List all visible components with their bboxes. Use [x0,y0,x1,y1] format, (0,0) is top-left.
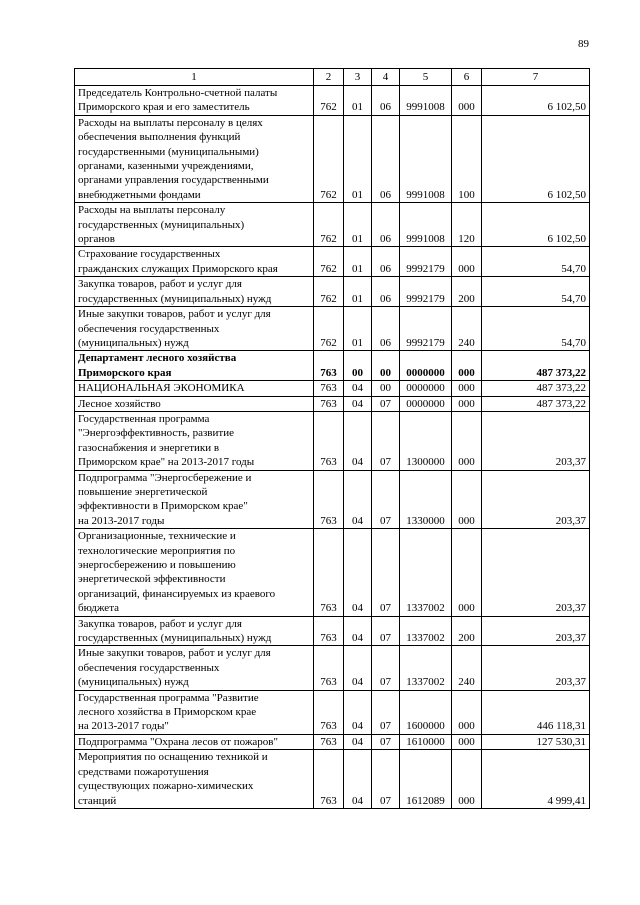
table-row [75,307,590,351]
ved-code-cell: 763 [314,351,344,381]
subsection-code-cell: 07 [372,690,400,734]
column-header-4: 4 [372,69,400,86]
subsection-code-cell: 07 [372,411,400,470]
table-row [75,351,590,381]
target-article-cell: 1610000 [400,734,452,749]
expense-type-cell: 000 [452,411,482,470]
ved-code-cell: 762 [314,307,344,351]
table-row [75,381,590,396]
ved-code-cell: 762 [314,203,344,247]
amount-cell: 127 530,31 [482,734,590,749]
row-name-cell: Расходы на выплаты персоналу в целях обеспечения выполнения функций государственными (муниципальными) органами, казенными учреждениями, органами управления государственными внебюджетными фондами [75,115,314,202]
row-name-cell: Лесное хозяйство [75,396,314,411]
row-name-cell: Иные закупки товаров, работ и услуг для обеспечения государственных (муниципальных) нужд [75,646,314,690]
target-article-cell: 0000000 [400,396,452,411]
amount-cell: 6 102,50 [482,203,590,247]
table-row [75,470,590,529]
table-row [75,411,590,470]
page-number: 89 [578,38,589,50]
section-code-cell: 04 [344,690,372,734]
row-name-cell: Подпрограмма "Охрана лесов от пожаров" [75,734,314,749]
amount-cell: 203,37 [482,529,590,616]
amount-cell: 203,37 [482,470,590,529]
ved-code-cell: 762 [314,247,344,277]
row-name-cell: Расходы на выплаты персоналу государственных (муниципальных) органов [75,203,314,247]
table-body [75,86,590,809]
amount-cell: 203,37 [482,646,590,690]
row-name-cell: Государственная программа "Развитие лесного хозяйства в Приморском крае на 2013-2017 годы" [75,690,314,734]
section-code-cell: 01 [344,307,372,351]
row-name-cell: Организационные, технические и технологические мероприятия по энергосбережению и повышению энергетической эффективности организаций, финансируемых из краевого бюджета [75,529,314,616]
expense-type-cell: 100 [452,115,482,202]
ved-code-cell: 763 [314,411,344,470]
expense-type-cell: 240 [452,307,482,351]
row-name-cell: Государственная программа "Энергоэффективность, развитие газоснабжения и энергетики в Приморском крае" на 2013-2017 годы [75,411,314,470]
ved-code-cell: 762 [314,115,344,202]
column-header-3: 3 [344,69,372,86]
target-article-cell: 9991008 [400,86,452,116]
amount-cell: 54,70 [482,277,590,307]
expense-type-cell: 000 [452,247,482,277]
row-name-cell: Департамент лесного хозяйства Приморского края [75,351,314,381]
target-article-cell: 0000000 [400,351,452,381]
table-row [75,203,590,247]
row-name-cell: Страхование государственных гражданских служащих Приморского края [75,247,314,277]
section-code-cell: 01 [344,277,372,307]
table-row [75,734,590,749]
section-code-cell: 04 [344,470,372,529]
row-name-cell: НАЦИОНАЛЬНАЯ ЭКОНОМИКА [75,381,314,396]
target-article-cell: 1600000 [400,690,452,734]
column-header-2: 2 [314,69,344,86]
table-row [75,115,590,202]
section-code-cell: 04 [344,529,372,616]
ved-code-cell: 763 [314,690,344,734]
header-row [75,69,590,86]
ved-code-cell: 763 [314,470,344,529]
ved-code-cell: 763 [314,381,344,396]
amount-cell: 54,70 [482,247,590,277]
expense-type-cell: 120 [452,203,482,247]
amount-cell: 487 373,22 [482,396,590,411]
expense-type-cell: 000 [452,381,482,396]
amount-cell: 487 373,22 [482,351,590,381]
table-row [75,396,590,411]
subsection-code-cell: 06 [372,203,400,247]
section-code-cell: 01 [344,203,372,247]
target-article-cell: 0000000 [400,381,452,396]
subsection-code-cell: 07 [372,396,400,411]
column-header-7: 7 [482,69,590,86]
expense-type-cell: 000 [452,529,482,616]
section-code-cell: 01 [344,247,372,277]
section-code-cell: 04 [344,750,372,809]
subsection-code-cell: 06 [372,247,400,277]
ved-code-cell: 763 [314,646,344,690]
section-code-cell: 04 [344,381,372,396]
table-row [75,86,590,116]
column-header-6: 6 [452,69,482,86]
expense-type-cell: 240 [452,646,482,690]
section-code-cell: 01 [344,86,372,116]
target-article-cell: 1612089 [400,750,452,809]
row-name-cell: Закупка товаров, работ и услуг для государственных (муниципальных) нужд [75,277,314,307]
subsection-code-cell: 06 [372,277,400,307]
subsection-code-cell: 07 [372,529,400,616]
target-article-cell: 9992179 [400,277,452,307]
expense-type-cell: 000 [452,470,482,529]
expense-type-cell: 000 [452,396,482,411]
section-code-cell: 04 [344,646,372,690]
expense-type-cell: 200 [452,616,482,646]
expense-type-cell: 000 [452,750,482,809]
column-header-5: 5 [400,69,452,86]
target-article-cell: 9991008 [400,203,452,247]
table-row [75,646,590,690]
ved-code-cell: 763 [314,396,344,411]
ved-code-cell: 763 [314,616,344,646]
amount-cell: 6 102,50 [482,86,590,116]
target-article-cell: 9991008 [400,115,452,202]
amount-cell: 203,37 [482,411,590,470]
target-article-cell: 1300000 [400,411,452,470]
section-code-cell: 01 [344,115,372,202]
section-code-cell: 00 [344,351,372,381]
subsection-code-cell: 06 [372,307,400,351]
expense-type-cell: 000 [452,690,482,734]
table-row [75,529,590,616]
ved-code-cell: 762 [314,277,344,307]
ved-code-cell: 763 [314,750,344,809]
row-name-cell: Мероприятия по оснащению техникой и средствами пожаротушения существующих пожарно-химических станций [75,750,314,809]
target-article-cell: 9992179 [400,247,452,277]
ved-code-cell: 763 [314,529,344,616]
column-header-1: 1 [75,69,314,86]
table-row [75,690,590,734]
expense-type-cell: 200 [452,277,482,307]
section-code-cell: 04 [344,734,372,749]
subsection-code-cell: 07 [372,750,400,809]
subsection-code-cell: 07 [372,616,400,646]
ved-code-cell: 763 [314,734,344,749]
expense-type-cell: 000 [452,86,482,116]
amount-cell: 54,70 [482,307,590,351]
expense-type-cell: 000 [452,734,482,749]
row-name-cell: Закупка товаров, работ и услуг для государственных (муниципальных) нужд [75,616,314,646]
table-row [75,247,590,277]
row-name-cell: Иные закупки товаров, работ и услуг для обеспечения государственных (муниципальных) нужд [75,307,314,351]
subsection-code-cell: 06 [372,115,400,202]
amount-cell: 446 118,31 [482,690,590,734]
section-code-cell: 04 [344,396,372,411]
target-article-cell: 1337002 [400,646,452,690]
row-name-cell: Подпрограмма "Энергосбережение и повышение энергетической эффективности в Приморском крае" на 2013-2017 годы [75,470,314,529]
table-row [75,616,590,646]
subsection-code-cell: 07 [372,470,400,529]
table-row [75,750,590,809]
ved-code-cell: 762 [314,86,344,116]
subsection-code-cell: 00 [372,351,400,381]
budget-table [74,68,590,809]
target-article-cell: 1337002 [400,529,452,616]
amount-cell: 203,37 [482,616,590,646]
target-article-cell: 9992179 [400,307,452,351]
row-name-cell: Председатель Контрольно-счетной палаты Приморского края и его заместитель [75,86,314,116]
subsection-code-cell: 06 [372,86,400,116]
expense-type-cell: 000 [452,351,482,381]
subsection-code-cell: 07 [372,734,400,749]
target-article-cell: 1330000 [400,470,452,529]
amount-cell: 4 999,41 [482,750,590,809]
subsection-code-cell: 07 [372,646,400,690]
subsection-code-cell: 00 [372,381,400,396]
amount-cell: 6 102,50 [482,115,590,202]
table-row [75,277,590,307]
section-code-cell: 04 [344,616,372,646]
amount-cell: 487 373,22 [482,381,590,396]
section-code-cell: 04 [344,411,372,470]
target-article-cell: 1337002 [400,616,452,646]
